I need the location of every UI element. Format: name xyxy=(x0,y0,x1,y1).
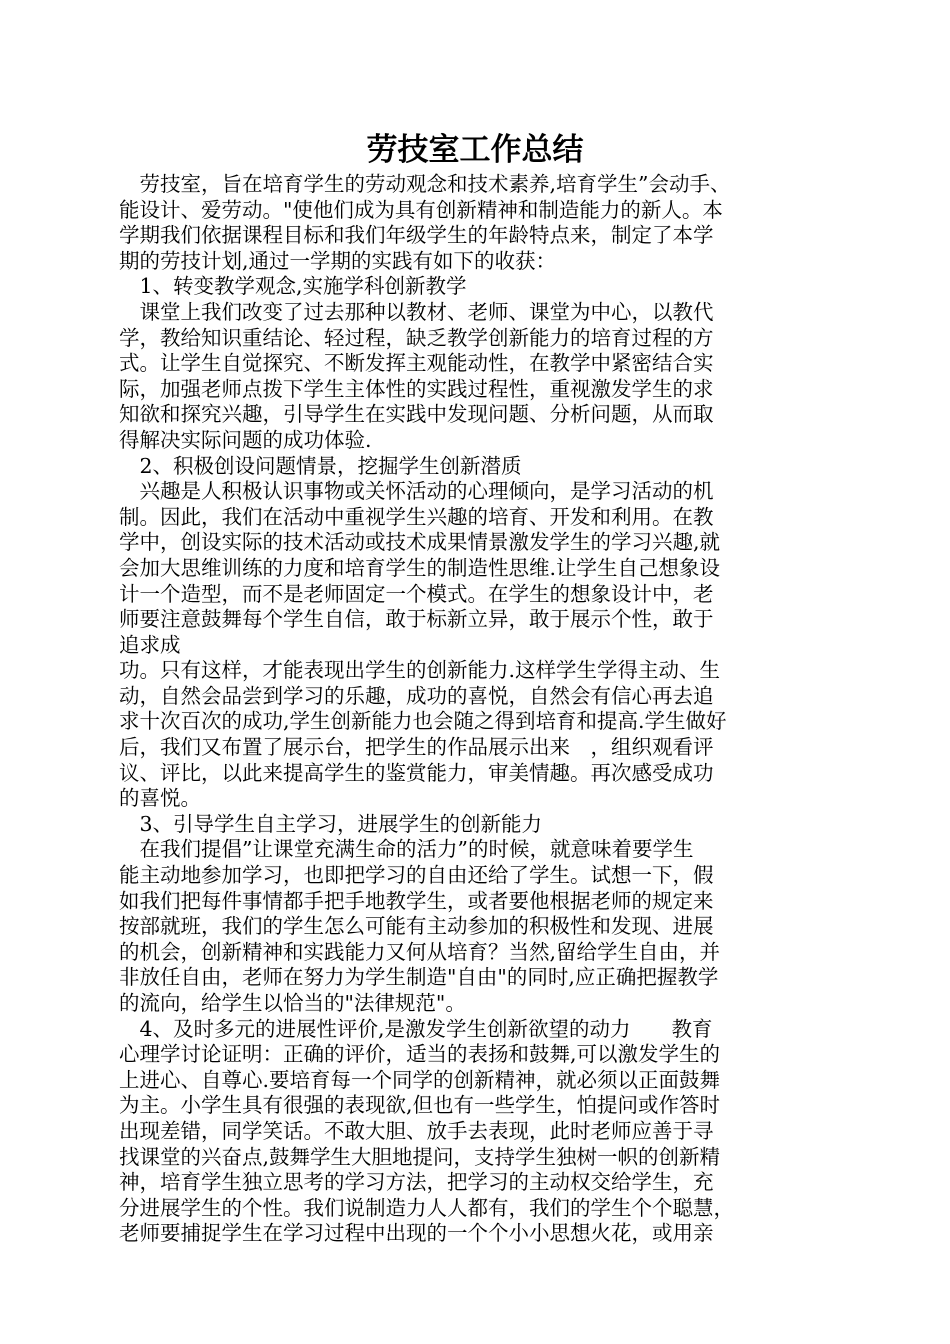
body-text-line: 议、评比，以此来提高学生的鉴赏能力，审美情趣。再次感受成功 xyxy=(119,760,714,785)
body-text-line: 学期我们依据课程目标和我们年级学生的年龄特点来，制定了本学 xyxy=(119,223,714,248)
body-text-line: 制。因此，我们在活动中重视学生兴趣的培育、开发和利用。在教 xyxy=(119,504,714,529)
body-text-line: 的喜悦。 xyxy=(119,786,201,811)
body-text-line: 期的劳技计划,通过一学期的实践有如下的收获： xyxy=(119,248,557,273)
body-text-line: 追求成 xyxy=(119,632,181,657)
body-text-line: 3、引导学生自主学习，进展学生的创新能力 xyxy=(119,811,543,836)
body-text-line: 劳技室，旨在培育学生的劳动观念和技术素养,培育学生”会动手、 xyxy=(119,172,731,196)
body-text-line: 后，我们又布置了展示台，把学生的作品展示出来 ，组织观看评 xyxy=(119,735,714,760)
document-title: 劳技室工作总结 xyxy=(366,132,584,168)
body-text-line: 按部就班，我们的学生怎么可能有主动参加的积极性和发现、进展 xyxy=(119,914,714,939)
body-text-line: 学，教给知识重结论、轻过程，缺乏教学创新能力的培育过程的方 xyxy=(119,325,714,350)
body-text-line: 出现差错，同学笑话。不敢大胆、放手去表现，此时老师应善于寻 xyxy=(119,1118,714,1143)
body-text-line: 2、积极创设问题情景，挖掘学生创新潜质 xyxy=(119,453,522,478)
body-text-line: 非放任自由，老师在努力为学生制造"自由"的同时,应正确把握教学 xyxy=(119,965,719,990)
body-text-line: 知欲和探究兴趣，引导学生在实践中发现问题、分析问题，从而取 xyxy=(119,402,714,427)
body-text-line: 找课堂的兴奋点,鼓舞学生大胆地提问，支持学生独树一帜的创新精 xyxy=(119,1144,721,1169)
body-text-line: 得解决实际问题的成功体验. xyxy=(119,427,372,452)
body-text-line: 会加大思维训练的力度和培育学生的制造性思维.让学生自己想象设 xyxy=(119,555,721,580)
body-text-line: 计一个造型，而不是老师固定一个模式。在学生的想象设计中，老 xyxy=(119,581,714,606)
body-text-line: 4、及时多元的进展性评价,是激发学生创新欲望的动力 教育 xyxy=(119,1016,713,1041)
body-text-line: 功。只有这样，才能表现出学生的创新能力.这样学生学得主动、生 xyxy=(119,658,721,683)
body-text-line: 1、转变教学观念,实施学科创新教学 xyxy=(119,274,467,299)
body-text-line: 际，加强老师点拨下学生主体性的实践过程性，重视激发学生的求 xyxy=(119,376,714,401)
body-text-line: 能设计、爱劳动。"使他们成为具有创新精神和制造能力的新人。本 xyxy=(119,197,723,222)
document-body xyxy=(119,172,834,1247)
body-text-line: 在我们提倡”让课堂充满生命的活力”的时候，就意味着要学生 xyxy=(119,837,694,862)
body-text-line: 式。让学生自觉探究、不断发挥主观能动性，在教学中紧密结合实 xyxy=(119,351,714,376)
body-text-line: 师要注意鼓舞每个学生自信，敢于标新立异，敢于展示个性，敢于 xyxy=(119,607,714,632)
body-text-line: 分进展学生的个性。我们说制造力人人都有，我们的学生个个聪慧， xyxy=(119,1195,734,1220)
body-text-line: 心理学讨论证明：正确的评价，适当的表扬和鼓舞,可以激发学生的 xyxy=(119,1042,721,1067)
body-text-line: 如我们把每件事情都手把手地教学生，或者要他根据老师的规定来 xyxy=(119,888,714,913)
body-text-line: 兴趣是人积极认识事物或关怀活动的心理倾向，是学习活动的机 xyxy=(119,479,714,504)
body-text-line: 动，自然会品尝到学习的乐趣，成功的喜悦，自然会有信心再去追 xyxy=(119,683,714,708)
body-text-line: 的流向，给学生以恰当的"法律规范"。 xyxy=(119,991,466,1015)
body-text-line: 的机会，创新精神和实践能力又何从培育？当然,留给学生自由，并 xyxy=(119,939,721,964)
body-text-line: 上进心、自尊心.要培育每一个同学的创新精神，就必须以正面鼓舞 xyxy=(119,1067,721,1092)
body-text-line: 老师要捕捉学生在学习过程中出现的一个个小小思想火花，或用亲 xyxy=(119,1221,714,1246)
body-text-line: 能主动地参加学习，也即把学习的自由还给了学生。试想一下，假 xyxy=(119,863,714,888)
body-text-line: 课堂上我们改变了过去那种以教材、老师、课堂为中心，以教代 xyxy=(119,299,714,324)
body-text-line: 求十次百次的成功,学生创新能力也会随之得到培育和提高.学生做好 xyxy=(119,709,727,734)
body-text-line: 神，培育学生独立思考的学习方法，把学习的主动权交给学生，充 xyxy=(119,1170,714,1195)
body-text-line: 为主。小学生具有很强的表现欲,但也有一些学生，怕提问或作答时 xyxy=(119,1093,721,1118)
body-text-line: 学中，创设实际的技术活动或技术成果情景激发学生的学习兴趣,就 xyxy=(119,530,721,555)
